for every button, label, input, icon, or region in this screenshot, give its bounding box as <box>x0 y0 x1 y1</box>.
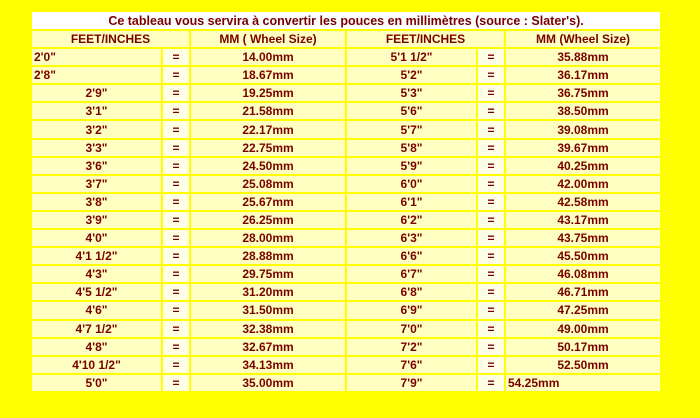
conversion-table <box>30 10 662 393</box>
equals-cell: = <box>478 67 504 83</box>
equals-cell: = <box>478 85 504 101</box>
equals-cell: = <box>478 176 504 192</box>
header-row <box>32 31 660 47</box>
equals-cell: = <box>163 103 189 119</box>
mm-cell: 47.25mm <box>506 302 660 318</box>
feet-inches-cell: 7'2" <box>347 339 476 355</box>
equals-cell: = <box>163 248 189 264</box>
table-row <box>32 248 660 264</box>
feet-inches-cell: 4'5 1/2" <box>32 284 161 300</box>
feet-inches-cell: 3'1" <box>32 103 161 119</box>
feet-inches-cell: 6'7" <box>347 266 476 282</box>
equals-cell: = <box>163 266 189 282</box>
feet-inches-cell: 6'0" <box>347 176 476 192</box>
mm-cell: 43.17mm <box>506 212 660 228</box>
mm-cell: 36.75mm <box>506 85 660 101</box>
mm-cell: 32.67mm <box>191 339 345 355</box>
feet-inches-cell: 3'2" <box>32 121 161 137</box>
feet-inches-cell: 6'6" <box>347 248 476 264</box>
mm-cell: 24.50mm <box>191 158 345 174</box>
mm-cell: 31.50mm <box>191 302 345 318</box>
equals-cell: = <box>163 230 189 246</box>
equals-cell: = <box>163 158 189 174</box>
equals-cell: = <box>163 357 189 373</box>
mm-cell: 35.00mm <box>191 375 345 391</box>
mm-cell: 50.17mm <box>506 339 660 355</box>
table-row <box>32 49 660 65</box>
equals-cell: = <box>478 103 504 119</box>
mm-cell: 49.00mm <box>506 321 660 337</box>
mm-cell: 42.00mm <box>506 176 660 192</box>
table-row <box>32 339 660 355</box>
feet-inches-cell: 4'0" <box>32 230 161 246</box>
mm-cell: 28.88mm <box>191 248 345 264</box>
feet-inches-cell: 5'3" <box>347 85 476 101</box>
feet-inches-cell: 4'3" <box>32 266 161 282</box>
table-row <box>32 321 660 337</box>
equals-cell: = <box>478 284 504 300</box>
feet-inches-cell: 3'6" <box>32 158 161 174</box>
mm-cell: 46.08mm <box>506 266 660 282</box>
feet-inches-cell: 6'1" <box>347 194 476 210</box>
equals-cell: = <box>478 140 504 156</box>
mm-cell: 22.17mm <box>191 121 345 137</box>
equals-cell: = <box>163 212 189 228</box>
table-row <box>32 194 660 210</box>
table-row <box>32 375 660 391</box>
mm-cell: 42.58mm <box>506 194 660 210</box>
mm-cell: 22.75mm <box>191 140 345 156</box>
feet-inches-cell: 4'1 1/2" <box>32 248 161 264</box>
feet-inches-cell: 4'8" <box>32 339 161 355</box>
feet-inches-cell: 4'10 1/2" <box>32 357 161 373</box>
table-title: Ce tableau vous servira à convertir les pouces en millimètres (source : Slater's). <box>32 12 660 29</box>
equals-cell: = <box>163 194 189 210</box>
equals-cell: = <box>478 158 504 174</box>
feet-inches-cell: 7'9" <box>347 375 476 391</box>
table-row <box>32 357 660 373</box>
feet-inches-cell: 5'0" <box>32 375 161 391</box>
mm-cell: 28.00mm <box>191 230 345 246</box>
mm-cell: 14.00mm <box>191 49 345 65</box>
mm-cell: 39.08mm <box>506 121 660 137</box>
mm-cell: 36.17mm <box>506 67 660 83</box>
mm-cell: 43.75mm <box>506 230 660 246</box>
equals-cell: = <box>478 302 504 318</box>
feet-inches-cell: 5'6" <box>347 103 476 119</box>
mm-cell: 54.25mm <box>506 375 660 391</box>
feet-inches-cell: 6'3" <box>347 230 476 246</box>
equals-cell: = <box>478 194 504 210</box>
equals-cell: = <box>163 176 189 192</box>
table-row <box>32 85 660 101</box>
header-mm-right: MM (Wheel Size) <box>506 31 660 47</box>
table-row <box>32 230 660 246</box>
equals-cell: = <box>478 339 504 355</box>
equals-cell: = <box>163 339 189 355</box>
header-feet-inches-left: FEET/INCHES <box>32 31 189 47</box>
feet-inches-cell: 3'7" <box>32 176 161 192</box>
feet-inches-cell: 3'8" <box>32 194 161 210</box>
feet-inches-cell: 7'0" <box>347 321 476 337</box>
mm-cell: 39.67mm <box>506 140 660 156</box>
feet-inches-cell: 2'9" <box>32 85 161 101</box>
mm-cell: 40.25mm <box>506 158 660 174</box>
equals-cell: = <box>478 321 504 337</box>
equals-cell: = <box>163 67 189 83</box>
table-row <box>32 284 660 300</box>
mm-cell: 34.13mm <box>191 357 345 373</box>
equals-cell: = <box>478 248 504 264</box>
feet-inches-cell: 4'6" <box>32 302 161 318</box>
mm-cell: 18.67mm <box>191 67 345 83</box>
equals-cell: = <box>478 212 504 228</box>
equals-cell: = <box>478 49 504 65</box>
feet-inches-cell: 5'1 1/2" <box>347 49 476 65</box>
mm-cell: 46.71mm <box>506 284 660 300</box>
mm-cell: 45.50mm <box>506 248 660 264</box>
equals-cell: = <box>163 140 189 156</box>
mm-cell: 38.50mm <box>506 103 660 119</box>
table-row <box>32 121 660 137</box>
table-row <box>32 67 660 83</box>
feet-inches-cell: 5'2" <box>347 67 476 83</box>
equals-cell: = <box>163 121 189 137</box>
equals-cell: = <box>478 266 504 282</box>
feet-inches-cell: 3'3" <box>32 140 161 156</box>
mm-cell: 26.25mm <box>191 212 345 228</box>
mm-cell: 25.08mm <box>191 176 345 192</box>
feet-inches-cell: 5'8" <box>347 140 476 156</box>
equals-cell: = <box>163 375 189 391</box>
table-row <box>32 140 660 156</box>
equals-cell: = <box>163 321 189 337</box>
mm-cell: 31.20mm <box>191 284 345 300</box>
table-row <box>32 302 660 318</box>
feet-inches-cell: 2'0" <box>32 49 161 65</box>
table-row <box>32 103 660 119</box>
mm-cell: 19.25mm <box>191 85 345 101</box>
feet-inches-cell: 6'8" <box>347 284 476 300</box>
equals-cell: = <box>478 375 504 391</box>
table-row <box>32 158 660 174</box>
feet-inches-cell: 6'9" <box>347 302 476 318</box>
equals-cell: = <box>163 49 189 65</box>
mm-cell: 32.38mm <box>191 321 345 337</box>
feet-inches-cell: 2'8" <box>32 67 161 83</box>
feet-inches-cell: 5'7" <box>347 121 476 137</box>
equals-cell: = <box>478 357 504 373</box>
mm-cell: 52.50mm <box>506 357 660 373</box>
mm-cell: 29.75mm <box>191 266 345 282</box>
equals-cell: = <box>163 284 189 300</box>
equals-cell: = <box>163 302 189 318</box>
equals-cell: = <box>478 121 504 137</box>
feet-inches-cell: 5'9" <box>347 158 476 174</box>
feet-inches-cell: 3'9" <box>32 212 161 228</box>
equals-cell: = <box>163 85 189 101</box>
table-row <box>32 212 660 228</box>
feet-inches-cell: 7'6" <box>347 357 476 373</box>
header-feet-inches-right: FEET/INCHES <box>347 31 504 47</box>
feet-inches-cell: 6'2" <box>347 212 476 228</box>
header-mm-left: MM ( Wheel Size) <box>191 31 345 47</box>
table-row <box>32 176 660 192</box>
table-row <box>32 266 660 282</box>
feet-inches-cell: 4'7 1/2" <box>32 321 161 337</box>
mm-cell: 25.67mm <box>191 194 345 210</box>
equals-cell: = <box>478 230 504 246</box>
mm-cell: 35.88mm <box>506 49 660 65</box>
mm-cell: 21.58mm <box>191 103 345 119</box>
title-row <box>32 12 660 29</box>
